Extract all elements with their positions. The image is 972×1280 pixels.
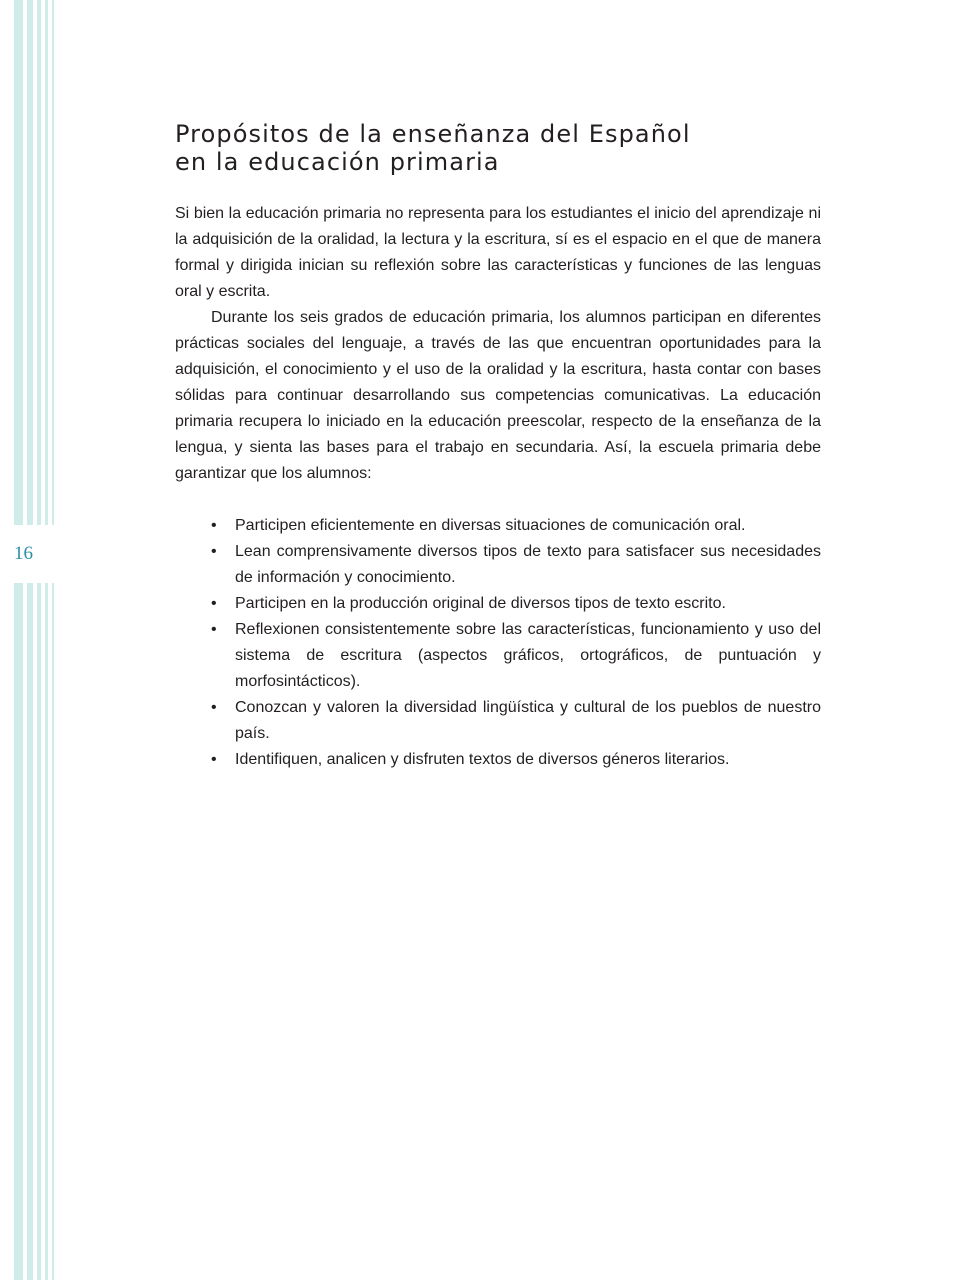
list-item-text: Lean comprensivamente diversos tipos de texto para satisfacer sus necesidades de información y conocimiento. — [235, 543, 821, 586]
list-item — [175, 539, 821, 591]
list-item — [175, 617, 821, 695]
decorative-side-stripes — [0, 0, 60, 1280]
list-item-text: Participen eficientemente en diversas situaciones de comunicación oral. — [235, 517, 746, 534]
paragraph-2: Durante los seis grados de educación primaria, los alumnos participan en diferentes prácticas sociales del lenguaje, a través de las que encuentran oportunidades para la adquisición, el conocimiento y el uso de la oralidad y la escritura, hasta contar con bases sólidas para continuar desarrollando sus competencias comunicativas. La educación primaria recupera lo iniciado en la educación preescolar, respecto de la enseñanza de la lengua, y sienta las bases para el trabajo en secundaria. Así, la escuela primaria debe garantizar que los alumnos: — [175, 309, 821, 482]
page-title — [175, 120, 821, 176]
stripe — [27, 0, 33, 1280]
stripe — [14, 0, 23, 1280]
bullet-icon: • — [211, 621, 217, 638]
stripe — [37, 0, 41, 1280]
list-item — [175, 513, 821, 539]
bullet-icon: • — [211, 595, 217, 612]
list-item — [175, 591, 821, 617]
bullet-icon: • — [211, 751, 217, 768]
list-item-text: Identifiquen, analicen y disfruten textos de diversos géneros literarios. — [235, 751, 730, 768]
stripe — [52, 0, 54, 1280]
page-number: 16 — [14, 543, 33, 564]
bullet-icon: • — [211, 699, 217, 716]
stripe — [45, 0, 48, 1280]
list-item-text: Conozcan y valoren la diversidad lingüística y cultural de los pueblos de nuestro país. — [235, 699, 821, 742]
title-line-1: Propósitos de la enseñanza del Español — [175, 120, 691, 148]
bullet-icon: • — [211, 543, 217, 560]
list-item-text: Participen en la producción original de diversos tipos de texto escrito. — [235, 595, 726, 612]
paragraph-1: Si bien la educación primaria no representa para los estudiantes el inicio del aprendizaje ni la adquisición de la oralidad, la lectura y la escritura, sí es el espacio en el que de manera formal y dirigida inician su reflexión sobre las características y funciones de las lenguas oral y escrita. — [175, 205, 821, 300]
list-item — [175, 747, 821, 773]
bullet-icon: • — [211, 517, 217, 534]
body-text — [175, 201, 821, 487]
list-item — [175, 695, 821, 747]
page-content — [175, 120, 821, 773]
title-line-2: en la educación primaria — [175, 148, 500, 176]
purposes-list — [175, 513, 821, 773]
list-item-text: Reflexionen consistentemente sobre las características, funcionamiento y uso del sistema de escritura (aspectos gráficos, ortográficos, de puntuación y morfosintácticos). — [235, 621, 821, 690]
